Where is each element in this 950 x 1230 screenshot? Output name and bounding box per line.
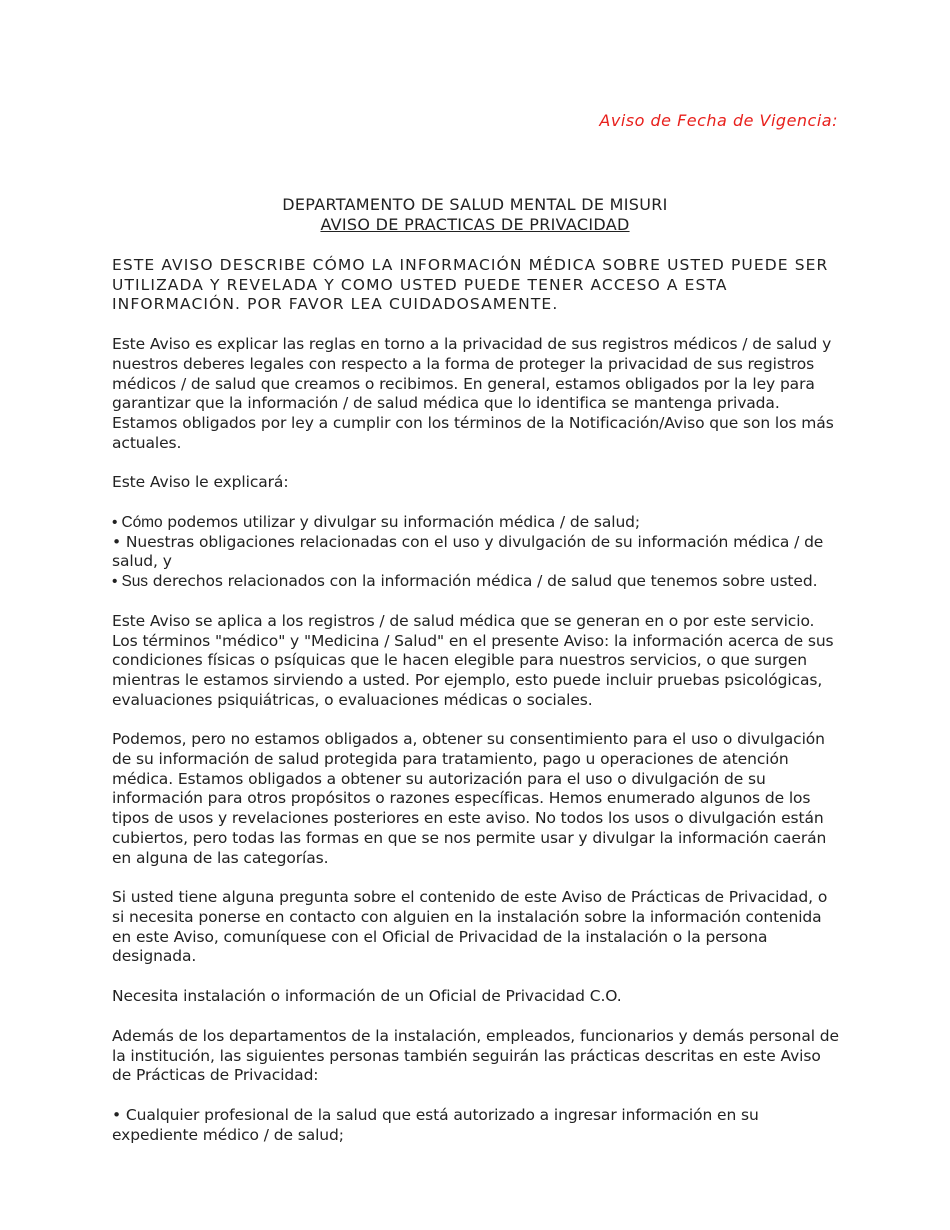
- notice-title: AVISO DE PRACTICAS DE PRIVACIDAD: [320, 215, 630, 234]
- list-item: [112, 533, 840, 572]
- paragraph-explains: Este Aviso le explicará:: [112, 473, 289, 492]
- persons-list: [112, 1106, 840, 1145]
- list-item-text: Nuestras obligaciones relacionadas con el uso y divulgación de su información médica / de salud, y: [112, 532, 824, 571]
- document-header: [112, 195, 838, 235]
- department-name: DEPARTAMENTO DE SALUD MENTAL DE MISURI: [282, 195, 668, 214]
- paragraph-persons: Además de los departamentos de la instalación, empleados, funcionarios y demás personal de la institución, las siguientes personas también seguirán las prácticas descritas en este Aviso de Prácticas de Privacidad:: [112, 1026, 839, 1085]
- intro-caps: ESTE AVISO DESCRIBE CÓMO LA INFORMACIÓN MÉDICA SOBRE USTED PUEDE SER UTILIZADA Y REVELADA Y COMO USTED PUEDE TENER ACCESO A ESTA INFORMACIÓN. POR FAVOR LEA CUIDADOSAMENTE.: [112, 256, 829, 314]
- effective-date-label: Aviso de Fecha de Vigencia:: [599, 111, 838, 130]
- list-item-text: derechos relacionados con la información médica / de salud que tenemos sobre usted.: [147, 572, 818, 591]
- list-item: [112, 513, 840, 533]
- paragraph-scope: Este Aviso se aplica a los registros / de salud médica que se generan en o por este servicio. Los términos "médico" y "Medicina / Salud" en el presente Aviso: la información acerca de sus condiciones físicas o psíquicas que le hacen elegible para nuestros servicios, o que surgen mientras le estamos sirviendo a usted. Por ejemplo, esto puede incluir pruebas psicológicas, evaluaciones psiquiátricas, o evaluaciones médicas o sociales.: [112, 611, 834, 709]
- list-item-lead: •: [112, 532, 122, 551]
- list-item-text: podemos utilizar y divulgar su información médica / de salud;: [162, 513, 641, 532]
- paragraph-privacy-officer: Necesita instalación o información de un Oficial de Privacidad C.O.: [112, 987, 622, 1006]
- paragraph-questions: Si usted tiene alguna pregunta sobre el contenido de este Aviso de Prácticas de Privacidad, o si necesita ponerse en contacto con alguien en la instalación sobre la información contenida en este Aviso, comuníquese con el Oficial de Privacidad de la instalación o la persona designada.: [112, 888, 828, 966]
- paragraph-consent: Podemos, pero no estamos obligados a, obtener su consentimiento para el uso o divulgación de su información de salud protegida para tratamiento, pago u operaciones de atención médica. Estamos obligados a obtener su autorización para el uso o divulgación de su información para otros propósitos o razones específicas. Hemos enumerado algunos de los tipos de usos y revelaciones posteriores en este aviso. No todos los usos o divulgación están cubiertos, pero todas las formas en que se nos permite usar y divulgar la información caerán en alguna de las categorías.: [112, 730, 827, 867]
- list-item-lead: • Cómo: [112, 514, 163, 532]
- document-body: [112, 256, 840, 1165]
- list-item: [112, 572, 840, 592]
- paragraph-purpose: Este Aviso es explicar las reglas en torno a la privacidad de sus registros médicos / de salud y nuestros deberes legales con respecto a la forma de proteger la privacidad de sus registros médicos / de salud que creamos o recibimos. En general, estamos obligados por la ley para garantizar que la información / de salud médica que lo identifica se mantenga privada. Estamos obligados por ley a cumplir con los términos de la Notificación/Aviso que son los más actuales.: [112, 335, 834, 452]
- list-item-lead: • Sus: [112, 573, 148, 591]
- list-item: • Cualquier profesional de la salud que está autorizado a ingresar información en su expediente médico / de salud;: [112, 1105, 759, 1144]
- explains-list: [112, 513, 840, 592]
